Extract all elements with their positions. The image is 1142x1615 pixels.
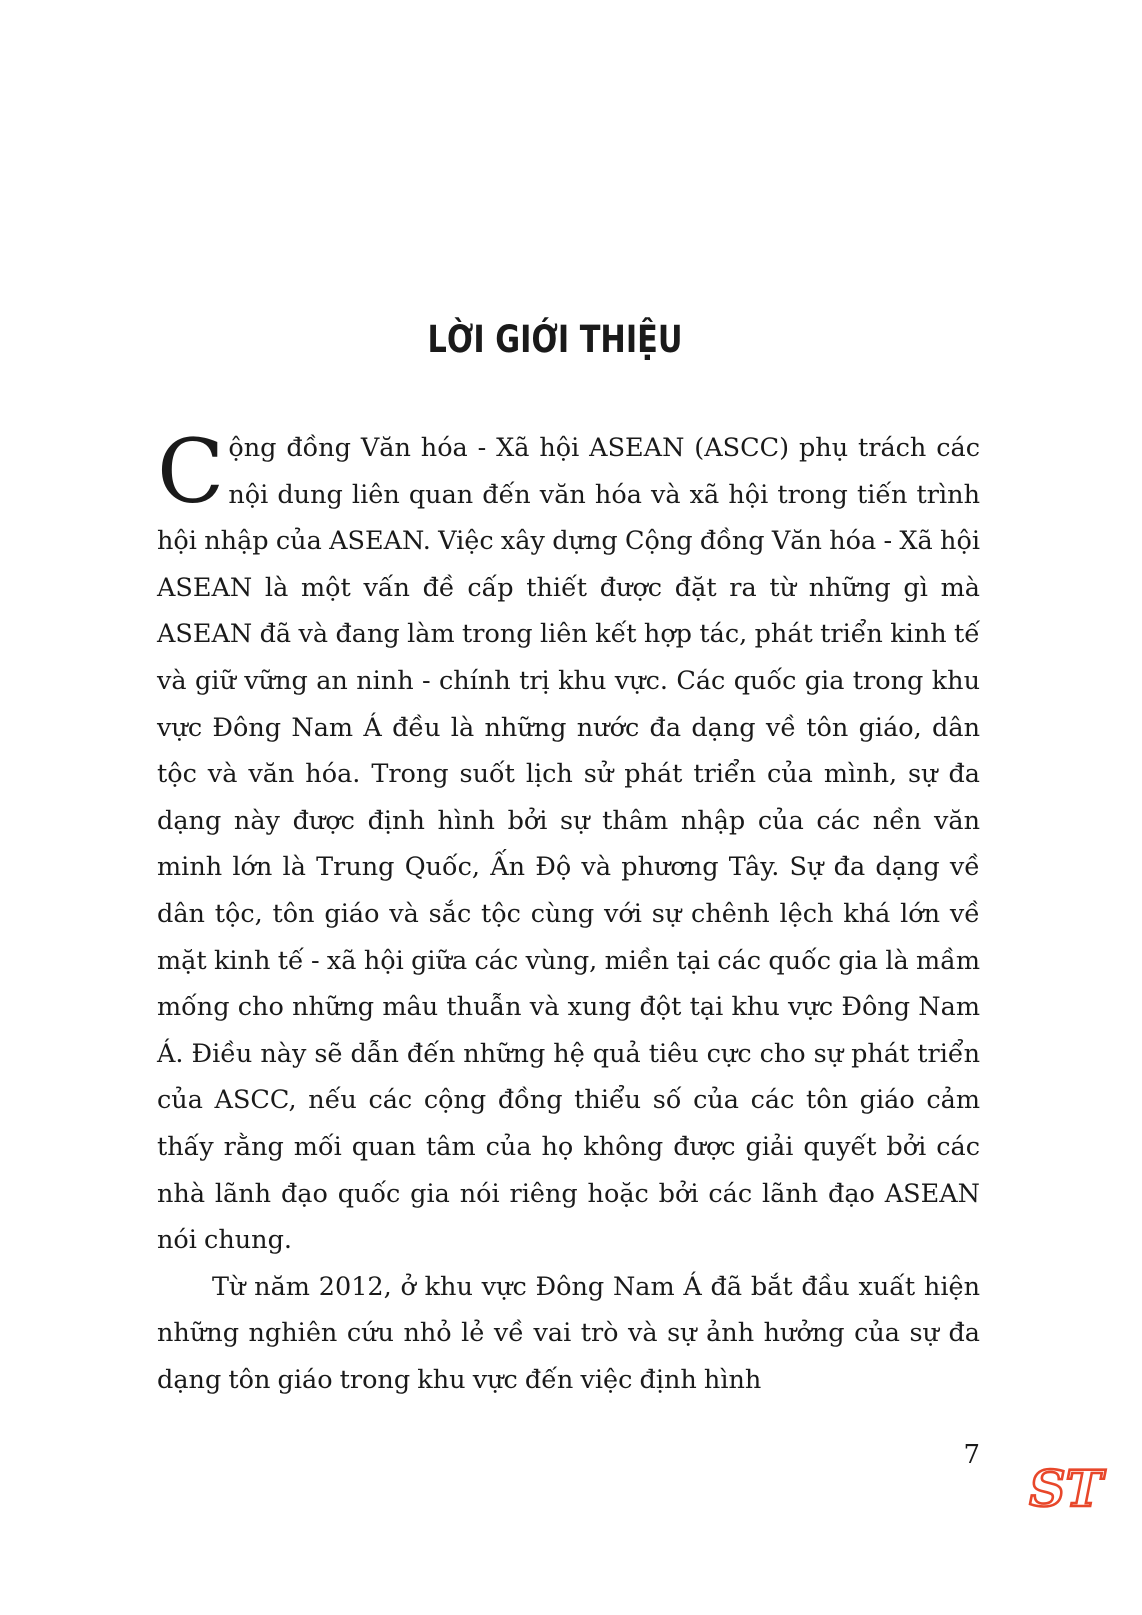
- paragraph-2: Từ năm 2012, ở khu vực Đông Nam Á đã bắt đầu xuất hiện những nghiên cứu nhỏ lẻ về vai trò và sự ảnh hưởng của sự đa dạng tôn giáo trong khu vực đến việc định hình: [157, 1271, 980, 1395]
- page-number: 7: [963, 1440, 980, 1470]
- paragraph-1: [157, 420, 980, 1264]
- body-text: [157, 420, 980, 1403]
- paragraph-1-text: ộng đồng Văn hóa - Xã hội ASEAN (ASCC) phụ trách các nội dung liên quan đến văn hóa và xã hội trong tiến trình hội nhập của ASEAN. Việc xây dựng Cộng đồng Văn hóa - Xã hội ASEAN là một vấn đề cấp thiết được đặt ra từ những gì mà ASEAN đã và đang làm trong liên kết hợp tác, phát triển kinh tế và giữ vững an ninh - chính trị khu vực. Các quốc gia trong khu vực Đông Nam Á đều là những nước đa dạng về tôn giáo, dân tộc và văn hóa. Trong suốt lịch sử phát triển của mình, sự đa dạng này được định hình bởi sự thâm nhập của các nền văn minh lớn là Trung Quốc, Ấn Độ và phương Tây. Sự đa dạng về dân tộc, tôn giáo và sắc tộc cùng với sự chênh lệch khá lớn về mặt kinh tế - xã hội giữa các vùng, miền tại các quốc gia là mầm mống cho những mâu thuẫn và xung đột tại khu vực Đông Nam Á. Điều này sẽ dẫn đến những hệ quả tiêu cực cho sự phát triển của ASCC, nếu các cộng đồng thiểu số của các tôn giáo cảm thấy rằng mối quan tâm của họ không được giải quyết bởi các nhà lãnh đạo quốc gia nói riêng hoặc bởi các lãnh đạo ASEAN nói chung.: [157, 433, 980, 1256]
- publisher-logo-text: ST: [1029, 1459, 1103, 1518]
- chapter-heading: LỜI GIỚI THIỆU: [427, 318, 683, 361]
- publisher-logo-icon: [1029, 1456, 1103, 1518]
- drop-cap: C: [157, 420, 225, 523]
